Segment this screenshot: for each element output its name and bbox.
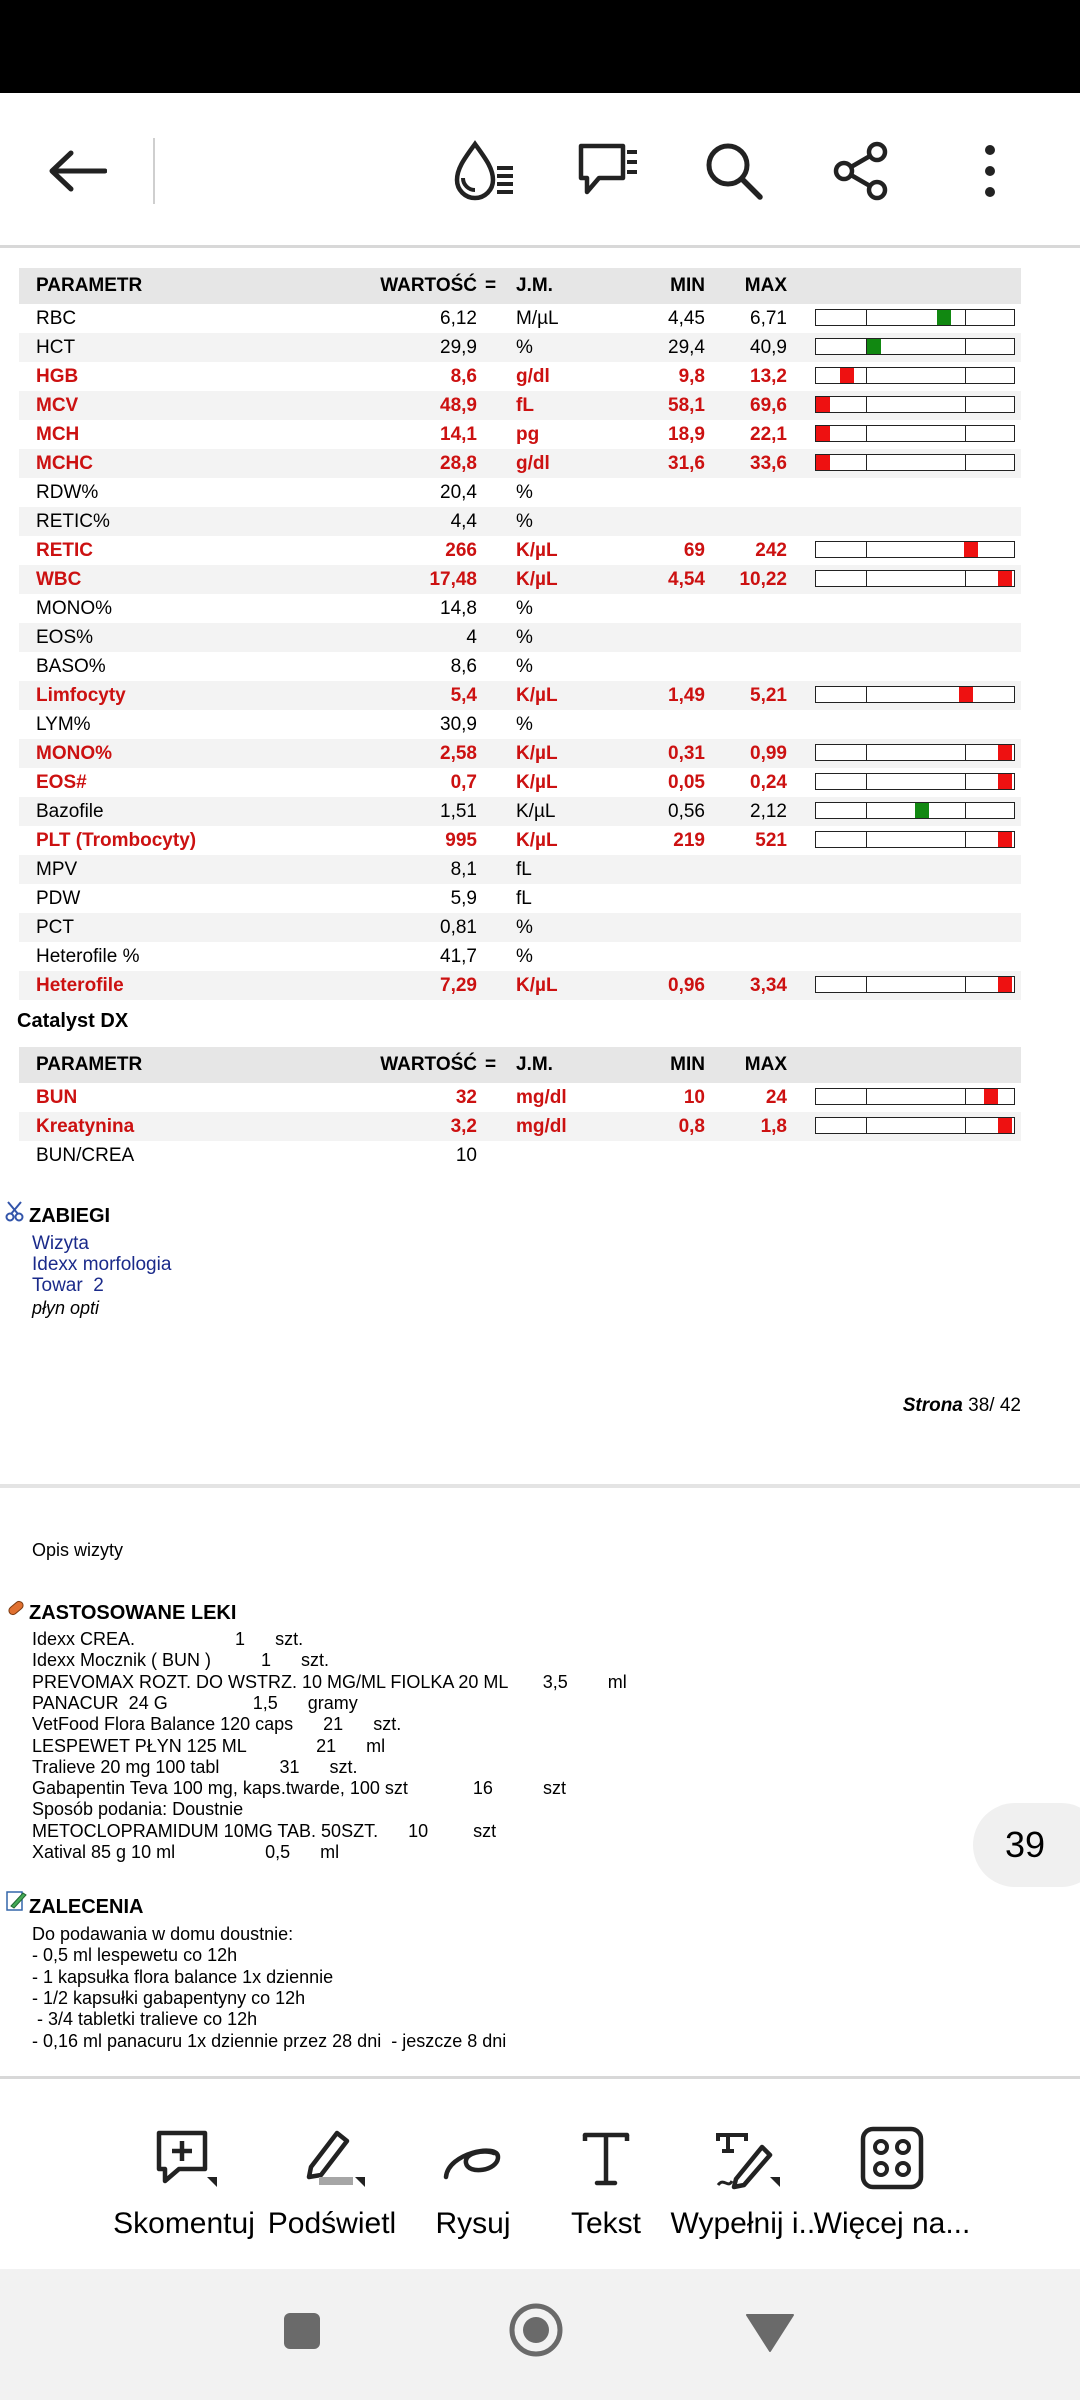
param-unit: % xyxy=(516,946,533,967)
param-value: 32 xyxy=(455,1087,477,1108)
back-triangle-icon[interactable] xyxy=(745,2313,795,2358)
catalyst-results-table xyxy=(19,1047,1021,1170)
header-min: MIN xyxy=(670,275,705,296)
range-bar-tick xyxy=(866,977,868,992)
table-row xyxy=(19,739,1021,768)
table-row xyxy=(19,507,1021,536)
param-value: 7,29 xyxy=(440,975,477,996)
range-bar xyxy=(815,425,1015,442)
medication-line: Tralieve 20 mg 100 tabl 31 szt. xyxy=(32,1756,358,1777)
param-name: RETIC xyxy=(36,540,93,561)
header-eq: = xyxy=(485,275,497,296)
medication-line: METOCLOPRAMIDUM 10MG TAB. 50SZT. 10 szt xyxy=(32,1820,497,1841)
more-vertical-icon[interactable] xyxy=(950,131,1030,211)
table-row xyxy=(19,913,1021,942)
system-navigation-bar xyxy=(0,2269,1080,2400)
param-value: 5,9 xyxy=(450,888,477,909)
param-min: 69 xyxy=(683,540,705,561)
param-min: 219 xyxy=(673,830,705,851)
param-min: 9,8 xyxy=(678,366,705,387)
medication-line: Idexx CREA. 1 szt. xyxy=(32,1629,304,1649)
param-max: 6,71 xyxy=(750,308,787,329)
param-value: 17,48 xyxy=(429,569,477,590)
param-name: Bazofile xyxy=(36,801,104,822)
param-unit: fL xyxy=(516,859,532,880)
medication-line: PANACUR 24 G 1,5 gramy xyxy=(32,1692,358,1713)
param-value: 3,2 xyxy=(450,1116,477,1137)
param-max: 10,22 xyxy=(739,569,787,590)
table-row xyxy=(19,797,1021,826)
table-row xyxy=(19,333,1021,362)
pill-icon xyxy=(5,1597,27,1624)
param-max: 1,8 xyxy=(760,1116,787,1137)
range-bar-marker xyxy=(959,687,973,702)
param-unit: g/dl xyxy=(516,366,550,387)
param-max: 0,99 xyxy=(750,743,787,764)
range-bar xyxy=(815,976,1015,993)
table-row xyxy=(19,1112,1021,1141)
text-icon xyxy=(571,2123,641,2193)
liquid-mode-icon[interactable] xyxy=(444,131,524,211)
header-param: PARAMETR xyxy=(36,275,143,296)
param-value: 41,7 xyxy=(440,946,477,967)
range-bar xyxy=(815,802,1015,819)
param-name: LYM% xyxy=(36,714,91,735)
range-bar-tick xyxy=(965,368,967,383)
range-bar xyxy=(815,338,1015,355)
tool-label: Tekst xyxy=(570,2207,642,2240)
param-unit: K/µL xyxy=(516,975,558,996)
table-row xyxy=(19,478,1021,507)
header-max: MAX xyxy=(744,275,787,296)
param-unit: mg/dl xyxy=(516,1116,567,1137)
param-name: BUN/CREA xyxy=(36,1145,135,1166)
arrow-left-icon[interactable] xyxy=(37,131,117,211)
range-bar-tick xyxy=(965,571,967,586)
table-row xyxy=(19,855,1021,884)
param-max: 242 xyxy=(755,540,787,561)
param-value: 2,58 xyxy=(440,743,477,764)
table-row xyxy=(19,652,1021,681)
visit-description-label: Opis wizyty xyxy=(32,1540,124,1560)
medication-line: LESPEWET PŁYN 125 ML 21 ml xyxy=(32,1735,386,1756)
header-param: PARAMETR xyxy=(36,1054,143,1075)
param-min: 4,54 xyxy=(668,569,705,590)
table-header-row xyxy=(19,1047,1021,1083)
param-max: 33,6 xyxy=(750,453,787,474)
range-bar-tick xyxy=(965,397,967,412)
param-max: 22,1 xyxy=(750,424,787,445)
param-min: 31,6 xyxy=(668,453,705,474)
range-bar-tick xyxy=(965,977,967,992)
header-value: WARTOŚĆ xyxy=(380,1054,477,1075)
range-bar-tick xyxy=(965,426,967,441)
range-bar-tick xyxy=(965,803,967,818)
range-bar-tick xyxy=(866,774,868,789)
range-bar-marker xyxy=(816,426,830,441)
header-min: MIN xyxy=(670,1054,705,1075)
note-edit-icon xyxy=(5,1889,27,1918)
param-min: 0,05 xyxy=(668,772,705,793)
scissors-icon xyxy=(5,1200,27,1227)
param-unit: K/µL xyxy=(516,743,558,764)
param-unit: % xyxy=(516,917,533,938)
param-min: 1,49 xyxy=(668,685,705,706)
param-unit: K/µL xyxy=(516,569,558,590)
range-bar-tick xyxy=(965,774,967,789)
param-name: RBC xyxy=(36,308,77,329)
param-value: 6,12 xyxy=(440,308,477,329)
catalyst-title: Catalyst DX xyxy=(17,1010,129,1032)
table-row xyxy=(19,565,1021,594)
range-bar-marker xyxy=(998,745,1012,760)
range-bar-tick xyxy=(866,1118,868,1133)
param-value: 1,51 xyxy=(440,801,477,822)
range-bar-tick xyxy=(866,803,868,818)
param-unit: pg xyxy=(516,424,540,445)
param-name: MONO% xyxy=(36,598,112,619)
recommendation-line: - 3/4 tabletki tralieve co 12h xyxy=(32,2009,258,2030)
table-row xyxy=(19,304,1021,333)
medication-line: Sposób podania: Doustnie xyxy=(32,1799,244,1820)
range-bar-tick xyxy=(965,339,967,354)
param-value: 30,9 xyxy=(440,714,477,735)
tool-more[interactable] xyxy=(813,2079,971,2269)
home-circle-icon[interactable] xyxy=(508,2302,564,2363)
param-unit: % xyxy=(516,337,533,358)
table-row xyxy=(19,1083,1021,1112)
range-bar-tick xyxy=(965,310,967,325)
recommendation-line: - 1 kapsułka flora balance 1x dziennie xyxy=(32,1966,334,1987)
param-value: 8,6 xyxy=(450,656,477,677)
param-unit: % xyxy=(516,598,533,619)
procedure-item: Towar 2 xyxy=(32,1275,104,1296)
param-value: 266 xyxy=(445,540,477,561)
param-value: 8,1 xyxy=(450,859,477,880)
tool-label: Rysuj xyxy=(435,2207,511,2240)
param-min: 0,96 xyxy=(668,975,705,996)
recommendation-line: - 1/2 kapsułki gabapentyny co 12h xyxy=(32,1987,306,2008)
param-unit: K/µL xyxy=(516,772,558,793)
range-bar xyxy=(815,396,1015,413)
leki-title: ZASTOSOWANE LEKI xyxy=(29,1602,237,1624)
param-min: 10 xyxy=(683,1087,705,1108)
range-bar-tick xyxy=(866,310,868,325)
param-name: WBC xyxy=(36,569,82,590)
param-unit: mg/dl xyxy=(516,1087,567,1108)
share-icon[interactable] xyxy=(821,131,901,211)
range-bar-marker xyxy=(816,455,830,470)
range-bar-marker xyxy=(998,774,1012,789)
range-bar xyxy=(815,570,1015,587)
table-row xyxy=(19,362,1021,391)
param-unit: % xyxy=(516,714,533,735)
param-value: 995 xyxy=(445,830,477,851)
range-bar-marker xyxy=(998,571,1012,586)
param-value: 10 xyxy=(455,1145,477,1166)
param-name: MONO% xyxy=(36,743,112,764)
range-bar-marker xyxy=(937,310,951,325)
param-value: 0,7 xyxy=(450,772,477,793)
param-value: 4,4 xyxy=(450,511,477,532)
param-name: RDW% xyxy=(36,482,99,503)
param-min: 0,8 xyxy=(678,1116,705,1137)
header-unit: J.M. xyxy=(516,1054,553,1075)
page-footer-label: Strona xyxy=(902,1395,963,1416)
param-max: 5,21 xyxy=(750,685,787,706)
range-bar-tick xyxy=(965,455,967,470)
table-header-row xyxy=(19,268,1021,304)
range-bar-tick xyxy=(866,1089,868,1104)
param-unit: M/µL xyxy=(516,308,559,329)
recommendation-line: - 0,16 ml panacuru 1x dziennie przez 28 dni - jeszcze 8 dni xyxy=(32,2030,507,2051)
range-bar-marker xyxy=(998,1118,1012,1133)
header-unit: J.M. xyxy=(516,275,553,296)
param-name: PDW xyxy=(36,888,81,909)
table-row xyxy=(19,710,1021,739)
param-max: 13,2 xyxy=(750,366,787,387)
param-unit: K/µL xyxy=(516,830,558,851)
more-tools-icon xyxy=(857,2123,927,2193)
table-row xyxy=(19,884,1021,913)
range-bar-tick xyxy=(866,368,868,383)
param-name: MPV xyxy=(36,859,78,880)
range-bar-marker xyxy=(867,339,881,354)
recommendation-line: Do podawania w domu doustnie: xyxy=(32,1924,294,1944)
param-max: 2,12 xyxy=(750,801,787,822)
range-bar-marker xyxy=(984,1089,998,1104)
range-bar xyxy=(815,686,1015,703)
medication-line: PREVOMAX ROZT. DO WSTRZ. 10 MG/ML FIOLKA 20 ML 3,5 ml xyxy=(32,1671,627,1692)
range-bar xyxy=(815,1088,1015,1105)
range-bar xyxy=(815,309,1015,326)
recents-square-icon[interactable] xyxy=(282,2311,322,2356)
range-bar xyxy=(815,831,1015,848)
range-bar-marker xyxy=(964,542,978,557)
range-bar xyxy=(815,744,1015,761)
recommendation-line: - 0,5 ml lespewetu co 12h xyxy=(32,1945,238,1966)
table-row xyxy=(19,449,1021,478)
range-bar-tick xyxy=(866,832,868,847)
zalecenia-title: ZALECENIA xyxy=(29,1896,144,1918)
toolbar-divider xyxy=(153,138,155,204)
comments-icon[interactable] xyxy=(568,131,648,211)
highlight-icon xyxy=(297,2123,367,2193)
param-name: HGB xyxy=(36,366,79,387)
param-unit: fL xyxy=(516,888,532,909)
param-unit: % xyxy=(516,627,533,648)
range-bar-tick xyxy=(965,832,967,847)
bottom-tools-bar xyxy=(0,2076,1080,2269)
range-bar-marker xyxy=(840,368,854,383)
table-row xyxy=(19,594,1021,623)
comment-add-icon xyxy=(149,2123,219,2193)
param-value: 0,81 xyxy=(440,917,477,938)
table-row xyxy=(19,536,1021,565)
param-value: 29,9 xyxy=(440,337,477,358)
range-bar-marker xyxy=(998,977,1012,992)
param-name: Heterofile xyxy=(36,975,124,996)
status-bar xyxy=(0,0,1080,93)
procedure-note: płyn opti xyxy=(32,1298,100,1318)
param-min: 0,31 xyxy=(668,743,705,764)
param-unit: g/dl xyxy=(516,453,550,474)
header-eq: = xyxy=(485,1054,497,1075)
procedure-item: Idexx morfologia xyxy=(32,1254,172,1275)
fill-sign-icon xyxy=(712,2123,782,2193)
param-max: 3,34 xyxy=(750,975,787,996)
range-bar xyxy=(815,1117,1015,1134)
param-value: 5,4 xyxy=(450,685,477,706)
table-row xyxy=(19,1141,1021,1170)
header-max: MAX xyxy=(744,1054,787,1075)
param-unit: % xyxy=(516,656,533,677)
page-footer-value: 38/ 42 xyxy=(968,1395,1021,1416)
param-value: 4 xyxy=(466,627,477,648)
range-bar-tick xyxy=(866,542,868,557)
medication-line: Idexx Mocznik ( BUN ) 1 szt. xyxy=(32,1650,330,1671)
range-bar-tick xyxy=(965,745,967,760)
param-name: BUN xyxy=(36,1087,78,1108)
param-unit: K/µL xyxy=(516,801,556,822)
param-max: 24 xyxy=(765,1087,787,1108)
pdf-document-view[interactable] xyxy=(0,248,1080,2068)
param-name: EOS% xyxy=(36,627,94,648)
param-name: Kreatynina xyxy=(36,1116,135,1137)
param-unit: fL xyxy=(516,395,534,416)
param-max: 0,24 xyxy=(750,772,787,793)
param-name: MCV xyxy=(36,395,79,416)
param-value: 14,8 xyxy=(440,598,477,619)
range-bar-tick xyxy=(866,455,868,470)
param-value: 14,1 xyxy=(440,424,477,445)
tool-label: Podświetl xyxy=(267,2207,397,2240)
param-unit: K/µL xyxy=(516,540,558,561)
range-bar-tick xyxy=(965,1089,967,1104)
table-row xyxy=(19,681,1021,710)
param-name: PCT xyxy=(36,917,74,938)
param-name: HCT xyxy=(36,337,76,358)
range-bar-tick xyxy=(866,426,868,441)
param-name: MCHC xyxy=(36,453,93,474)
param-name: RETIC% xyxy=(36,511,110,532)
table-row xyxy=(19,971,1021,1000)
range-bar xyxy=(815,773,1015,790)
param-value: 28,8 xyxy=(440,453,477,474)
param-value: 20,4 xyxy=(440,482,477,503)
param-value: 48,9 xyxy=(440,395,477,416)
search-icon[interactable] xyxy=(694,131,774,211)
range-bar-tick xyxy=(866,397,868,412)
tool-label: Skomentuj xyxy=(113,2207,255,2240)
param-min: 0,56 xyxy=(668,801,705,822)
range-bar xyxy=(815,454,1015,471)
tool-label: Wypełnij i... xyxy=(670,2207,824,2240)
range-bar-tick xyxy=(866,687,868,702)
table-row xyxy=(19,391,1021,420)
medication-line: Xatival 85 g 10 ml 0,5 ml xyxy=(32,1842,340,1862)
table-row xyxy=(19,942,1021,971)
tool-label: Więcej na... xyxy=(813,2207,971,2240)
procedure-item: Wizyta xyxy=(32,1233,89,1254)
param-min: 18,9 xyxy=(668,424,705,445)
param-unit: % xyxy=(516,482,533,503)
param-unit: % xyxy=(516,511,533,532)
param-name: EOS# xyxy=(36,772,87,793)
param-name: PLT (Trombocyty) xyxy=(36,830,197,851)
page-number-badge[interactable]: 39 xyxy=(973,1803,1080,1887)
param-name: MCH xyxy=(36,424,80,445)
param-name: Heterofile % xyxy=(36,946,140,967)
table-row xyxy=(19,826,1021,855)
zabiegi-title: ZABIEGI xyxy=(29,1205,111,1227)
page-separator xyxy=(0,1484,1080,1488)
range-bar xyxy=(815,367,1015,384)
param-max: 40,9 xyxy=(750,337,787,358)
header-value: WARTOŚĆ xyxy=(380,275,477,296)
range-bar-marker xyxy=(998,832,1012,847)
param-min: 58,1 xyxy=(668,395,705,416)
param-max: 521 xyxy=(755,830,787,851)
param-name: BASO% xyxy=(36,656,106,677)
param-value: 8,6 xyxy=(450,366,477,387)
range-bar-tick xyxy=(965,1118,967,1133)
param-name: Limfocyty xyxy=(36,685,126,706)
draw-icon xyxy=(438,2123,508,2193)
medication-line: Gabapentin Teva 100 mg, kaps.twarde, 100 szt 16 szt xyxy=(32,1778,566,1799)
range-bar-tick xyxy=(866,745,868,760)
param-min: 29,4 xyxy=(668,337,705,358)
param-unit: K/µL xyxy=(516,685,558,706)
lab-results-table xyxy=(19,268,1021,1000)
range-bar-marker xyxy=(915,803,929,818)
table-row xyxy=(19,768,1021,797)
param-min: 4,45 xyxy=(668,308,705,329)
range-bar-marker xyxy=(816,397,830,412)
top-toolbar xyxy=(0,93,1080,248)
range-bar xyxy=(815,541,1015,558)
medication-line: VetFood Flora Balance 120 caps 21 szt. xyxy=(32,1714,402,1735)
page-footer xyxy=(903,1395,1021,1417)
table-row xyxy=(19,623,1021,652)
param-max: 69,6 xyxy=(750,395,787,416)
range-bar-tick xyxy=(866,571,868,586)
table-row xyxy=(19,420,1021,449)
